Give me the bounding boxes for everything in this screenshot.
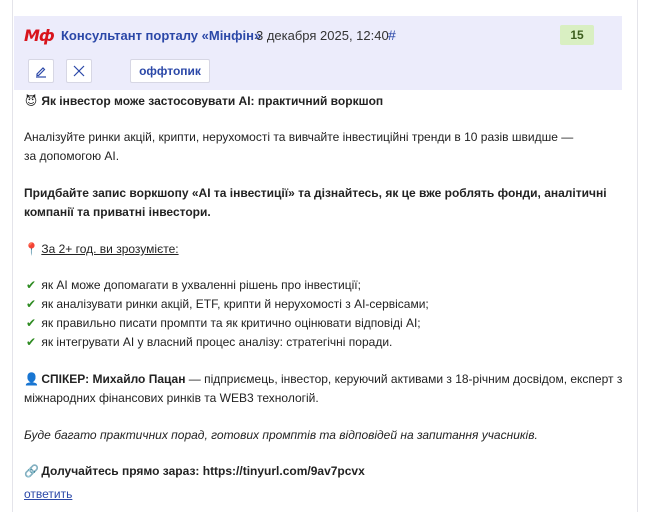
reply-link[interactable]: ответить [24, 487, 73, 501]
speaker-line2: міжнародних фінансових ринків та WEB3 технологій. [24, 391, 319, 405]
bullet-item: ✔ як правильно писати промпти та як критично оцінювати відповіді AI; [24, 314, 421, 333]
check-icon: ✔ [25, 297, 37, 311]
check-icon: ✔ [25, 278, 37, 292]
cta-line1: Придбайте запис воркшопу «AI та інвестиції» та дізнайтесь, як це вже роблять фонди, аналітичні [24, 186, 607, 200]
permalink-hash[interactable]: # [388, 27, 396, 43]
rating-badge: 15 [560, 25, 594, 45]
pencil-icon [34, 64, 48, 78]
learn-heading: 📍 За 2+ год. ви зрозумієте: [24, 240, 179, 259]
devil-icon: 😈 [24, 94, 38, 108]
post-date: 3 декабря 2025, 12:40 [256, 28, 389, 43]
check-icon: ✔ [25, 335, 37, 349]
bullet-item: ✔ як аналізувати ринки акцій, ETF, крипти й нерухомості з AI-сервісами; [24, 295, 429, 314]
person-icon: 👤 [24, 372, 39, 386]
minfin-logo: Мф [24, 26, 54, 45]
edit-button[interactable] [28, 59, 54, 83]
pin-icon: 📍 [24, 242, 39, 256]
link-line: 🔗 Долучайтесь прямо зараз: https://tinyurl.com/9av7pcvx [24, 462, 365, 481]
bullet-item: ✔ як інтегрувати AI у власний процес аналізу: стратегічні поради. [24, 333, 392, 352]
close-button[interactable] [66, 59, 92, 83]
offtopic-button[interactable]: оффтопик [130, 59, 210, 83]
close-icon [72, 64, 86, 78]
author-link[interactable]: Консультант порталу «Мінфін» [61, 28, 262, 43]
bullet-item: ✔ як AI може допомагати в ухваленні рішень про інвестиції; [24, 276, 361, 295]
post-title: 😈 Як інвестор може застосовувати AI: практичний воркшоп [24, 92, 383, 111]
post-header [14, 16, 622, 90]
check-icon: ✔ [25, 316, 37, 330]
link-icon: 🔗 [24, 464, 39, 478]
intro-line1: Аналізуйте ринки акцій, крипти, нерухомості та вивчайте інвестиційні тренди в 10 разів швидше — [24, 130, 574, 144]
tips-text: Буде багато практичних порад, готових промптів та відповідей на запитання учасників. [24, 428, 538, 442]
speaker-line1: 👤 СПІКЕР: Михайло Пацан — підприємець, інвестор, керуючий активами з 18-річним досвідом, експерт з [24, 370, 624, 389]
cta-line2: компанії та приватні інвестори. [24, 205, 211, 219]
intro-line2: за допомогою AI. [24, 149, 120, 163]
